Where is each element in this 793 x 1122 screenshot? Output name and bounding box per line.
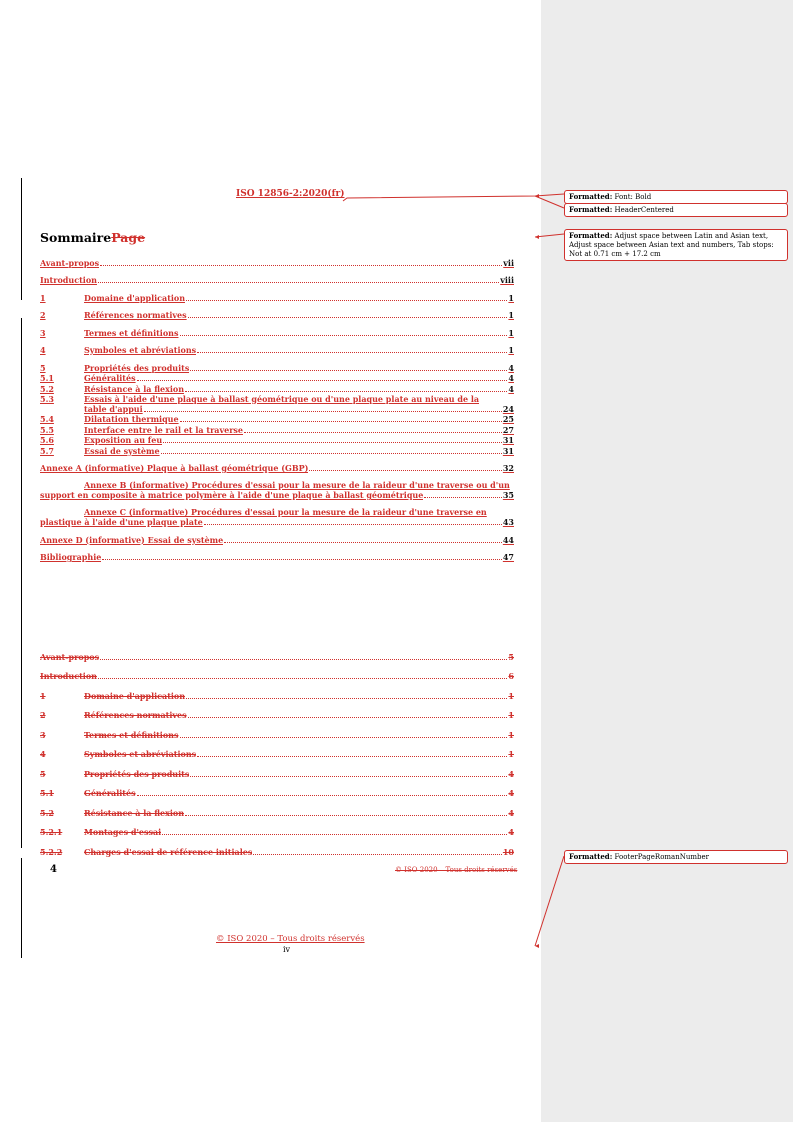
- toc-entry-page: 1: [508, 345, 514, 355]
- toc-entry-number: 1: [40, 690, 46, 701]
- toc-entry-number: 5.2.2: [40, 846, 63, 857]
- toc-entry-title: Dilatation thermique: [84, 414, 179, 424]
- toc-entry-page: 1: [508, 749, 514, 759]
- toc-entry-title: Annexe A (informative) Plaque à ballast géométrique (GBP): [40, 463, 309, 473]
- toc-entry-page: 4: [508, 788, 514, 798]
- formatting-comment[interactable]: Formatted: Adjust space between Latin and Asian text, Adjust space between Asian text and numbers, Tab stops: Not at 0.71 cm + 17.2 cm: [564, 229, 788, 261]
- toc-entry-title: Exposition au feu: [84, 435, 163, 445]
- toc-entry-page: 1: [508, 710, 514, 720]
- toc-entry-title: Généralités: [84, 373, 136, 383]
- toc-entry-page: 35: [502, 490, 514, 500]
- toc-entry-number: 5.2: [40, 807, 54, 818]
- toc-entry-page: 1: [508, 327, 514, 338]
- toc-entry-page: vii: [503, 257, 514, 268]
- toc-entry-number: 1: [40, 292, 46, 303]
- toc-entry-page: 4: [508, 807, 514, 818]
- toc-entry-number: 5: [40, 768, 46, 779]
- formatting-comment[interactable]: Formatted: Font: Bold: [564, 190, 788, 204]
- toc-entry-page: 10: [502, 846, 514, 857]
- toc-entry-title: Termes et définitions: [84, 327, 179, 338]
- footer-roman-page: iv: [283, 945, 291, 954]
- toc-entry-number: 2: [40, 710, 46, 720]
- toc-entry-page: 4: [508, 827, 514, 837]
- toc-entry-page: 4: [508, 373, 514, 383]
- toc-entry-page: 5: [508, 651, 514, 662]
- toc-entry-title: Propriétés des produits: [84, 768, 190, 779]
- toc-entry-page: 44: [502, 534, 514, 545]
- toc-entry-number: 4: [40, 749, 46, 759]
- toc-entry-title: Résistance à la flexion: [84, 383, 185, 394]
- footer-copyright: © ISO 2020 – Tous droits réservés: [216, 934, 365, 944]
- toc-entry-page: 27: [502, 424, 514, 435]
- toc-entry-number: 3: [40, 327, 46, 338]
- toc-entry-page: 4: [508, 362, 514, 373]
- toc-entry-title: Bibliographie: [40, 552, 102, 562]
- toc-entry-number: 5.3: [40, 393, 54, 404]
- toc-entry-title: Avant-propos: [40, 257, 100, 268]
- toc-entry-title-continued: plastique à l'aide d'une plaque plate: [40, 517, 203, 527]
- document-header-title: ISO 12856-2:2020(fr): [236, 189, 345, 199]
- heading-deleted-page: Page: [111, 230, 146, 245]
- toc-entry-title: Annexe C (informative) Procédures d'essai pour la mesure de la raideur d'une traverse en: [84, 507, 487, 517]
- toc-entry-title: Résistance à la flexion: [84, 807, 185, 818]
- toc-entry-number: 5.2.1: [40, 827, 63, 837]
- toc-entry-page: 43: [502, 517, 514, 527]
- footer-page-number: 4: [50, 864, 57, 875]
- toc-entry-number: 5.2: [40, 383, 54, 394]
- toc-entry-number: 3: [40, 729, 46, 740]
- toc-entry-page: 1: [508, 690, 514, 701]
- toc-entry-title-continued: support en composite à matrice polymère à l'aide d'une plaque à ballast géométrique: [40, 490, 424, 500]
- toc-entry-title-continued: table d'appui: [84, 403, 143, 414]
- toc-entry-number: 4: [40, 345, 46, 355]
- toc-entry-page: 1: [508, 729, 514, 740]
- toc-entry-title: Symboles et abréviations: [84, 749, 197, 759]
- toc-entry-title: Symboles et abréviations: [84, 345, 197, 355]
- toc-entry-title: Termes et définitions: [84, 729, 179, 740]
- toc-entry-number: 5.7: [40, 445, 54, 456]
- toc-entry-title: Références normatives: [84, 710, 187, 720]
- formatting-comment[interactable]: Formatted: HeaderCentered: [564, 203, 788, 217]
- toc-entry-title: Essai de système: [84, 445, 160, 456]
- toc-entry-page: 6: [508, 671, 514, 681]
- toc-entry-title: Domaine d'application: [84, 690, 186, 701]
- toc-entry-title: Avant-propos: [40, 651, 100, 662]
- toc-entry-number: 5.5: [40, 424, 54, 435]
- toc-entry-page: 1: [508, 310, 514, 320]
- toc-entry-title: Charges d'essai de référence initiales: [84, 846, 253, 857]
- toc-entry-title: Introduction: [40, 671, 97, 681]
- toc-entry-title: Introduction: [40, 275, 97, 285]
- toc-entry-number: 5.6: [40, 435, 54, 445]
- toc-entry-page: 4: [508, 383, 514, 394]
- footer-deleted-copyright: © ISO 2020 – Tous droits réservés: [395, 866, 518, 874]
- toc-entry-number: 5: [40, 362, 46, 373]
- toc-entry-title: Domaine d'application: [84, 292, 186, 303]
- toc-entry-page: 24: [502, 403, 514, 414]
- toc-entry-title: Annexe B (informative) Procédures d'essai pour la mesure de la raideur d'une traverse ou d'un: [84, 480, 510, 490]
- toc-entry-title: Interface entre le rail et la traverse: [84, 424, 244, 435]
- toc-entry-page: viii: [500, 275, 514, 285]
- toc-entry-title: Propriétés des produits: [84, 362, 190, 373]
- toc-entry-title: Essais à l'aide d'une plaque à ballast géométrique ou d'une plaque plate au niveau de la: [84, 393, 480, 404]
- toc-entry-page: 4: [508, 768, 514, 779]
- toc-entry-title: Références normatives: [84, 310, 187, 320]
- formatting-comment[interactable]: Formatted: FooterPageRomanNumber: [564, 850, 788, 864]
- toc-entry-title: Annexe D (informative) Essai de système: [40, 534, 224, 545]
- toc-entry-title: Généralités: [84, 788, 136, 798]
- toc-entry-title: Montages d'essai: [84, 827, 162, 837]
- toc-entry-number: 5.4: [40, 414, 54, 424]
- toc-entry-page: 32: [502, 463, 514, 473]
- toc-entry-page: 47: [502, 552, 514, 562]
- toc-entry-number: 2: [40, 310, 46, 320]
- toc-entry-page: 31: [502, 435, 514, 445]
- toc-entry-number: 5.1: [40, 373, 54, 383]
- toc-entry-page: 25: [502, 414, 514, 424]
- toc-entry-number: 5.1: [40, 788, 54, 798]
- toc-entry-page: 1: [508, 292, 514, 303]
- heading-sommaire: Sommaire: [40, 230, 112, 245]
- toc-entry-page: 31: [502, 445, 514, 456]
